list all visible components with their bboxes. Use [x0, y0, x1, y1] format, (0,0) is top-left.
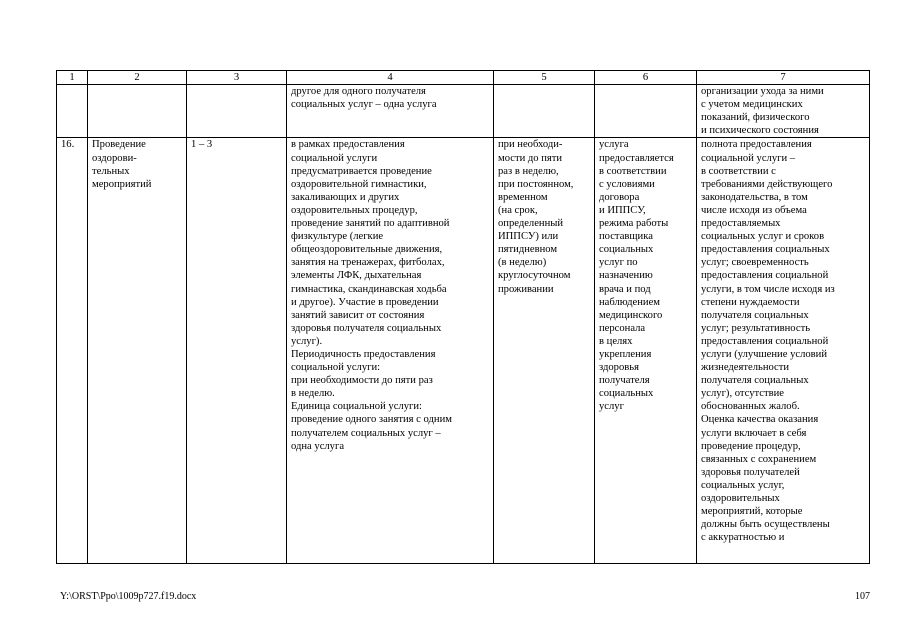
text-line: мероприятий — [92, 178, 152, 190]
text-line: проведение занятий по адаптивной — [291, 218, 450, 230]
text-line: социальной услуги — [291, 152, 378, 164]
services-table — [56, 70, 870, 564]
text-line: временном — [498, 191, 548, 203]
text-line: услуги включает в себя — [701, 427, 807, 439]
text-line: предоставления социальной — [701, 335, 829, 347]
text-line: договора — [599, 191, 640, 203]
text-line: обоснованных жалоб. — [701, 401, 800, 413]
text-line: связанных с сохранением — [701, 453, 817, 465]
text-line: должны быть осуществлены — [701, 519, 830, 531]
text-line: с условиями — [599, 178, 655, 190]
text-line: социальных — [599, 244, 654, 256]
text-line: оздоровительной гимнастики, — [291, 178, 427, 190]
header-cell: 3 — [187, 71, 287, 85]
text-line: требованиями действующего — [701, 178, 833, 190]
text-line: социальной услуги – — [701, 152, 796, 164]
text-line: здоровья получателей — [701, 466, 800, 478]
text-line: социальной услуги: — [291, 362, 381, 374]
text-line: медицинского — [599, 309, 663, 321]
text-line: показаний, физического — [701, 112, 810, 124]
table-row — [57, 138, 870, 564]
cell-empty — [595, 85, 697, 138]
continuation-row — [57, 85, 870, 138]
text-line: предоставления социальных — [701, 244, 830, 256]
text-line: Единица социальной услуги: — [291, 401, 422, 413]
text-line: при необходи- — [498, 139, 563, 151]
text-line: с аккуратностью и — [701, 532, 785, 544]
service-code: 1 – 3 — [187, 138, 287, 564]
text-line: при необходимости до пяти раз — [291, 375, 433, 387]
header-cell: 4 — [287, 71, 494, 85]
text-line: социальных услуг – одна услуга — [291, 99, 437, 111]
text-line: закаливающих и других — [291, 191, 400, 203]
text-line: предоставляется — [599, 152, 674, 164]
text-line: проведение процедур, — [701, 440, 801, 452]
file-path: Y:\ORST\Ppo\1009p727.f19.docx — [60, 591, 197, 602]
service-conditions — [595, 138, 697, 564]
text-line: проживании — [498, 283, 554, 295]
text-line: организации ухода за ними — [701, 86, 824, 98]
text-line: предоставляемых — [701, 218, 781, 230]
cell-empty — [494, 85, 595, 138]
text-line: Оценка качества оказания — [701, 414, 819, 426]
text-line: круглосуточном — [498, 270, 571, 282]
continuation-description — [287, 85, 494, 138]
text-line: в целях — [599, 335, 633, 347]
text-line: числе исходя из объема — [701, 204, 807, 216]
text-line: занятия на тренажерах, фитболах, — [291, 257, 445, 269]
text-line: здоровья — [599, 362, 639, 374]
text-line: укрепления — [599, 348, 652, 360]
text-line: пятидневном — [498, 244, 558, 256]
text-line: (на срок, — [498, 204, 538, 216]
text-line: услуги, в том числе исходя из — [701, 283, 835, 295]
text-line: другое для одного получателя — [291, 86, 426, 98]
row-number: 16. — [57, 138, 88, 564]
header-cell: 5 — [494, 71, 595, 85]
text-line: одна услуга — [291, 440, 345, 452]
text-line: назначению — [599, 270, 653, 282]
text-line: и ИППСУ, — [599, 204, 646, 216]
text-line: в рамках предоставления — [291, 139, 405, 151]
text-line: услуг — [599, 401, 624, 413]
service-periodicity — [494, 138, 595, 564]
text-line: здоровья получателя социальных — [291, 322, 442, 334]
text-line: персонала — [599, 322, 646, 334]
header-row — [57, 71, 870, 85]
text-line: Проведение — [92, 139, 146, 151]
text-line: услуг), отсутствие — [701, 388, 784, 400]
text-line: проведение одного занятия с одним — [291, 414, 452, 426]
text-line: получателя социальных — [701, 375, 809, 387]
text-line: с учетом медицинских — [701, 99, 803, 111]
service-description — [287, 138, 494, 564]
text-line: ИППСУ) или — [498, 231, 559, 243]
text-line: услуга — [599, 139, 629, 151]
text-line: раз в неделю, — [498, 165, 559, 177]
text-line: мероприятий, которые — [701, 506, 803, 518]
text-line: Периодичность предоставления — [291, 348, 436, 360]
text-line: социальных — [599, 388, 654, 400]
text-line: получателем социальных услуг – — [291, 427, 441, 439]
text-line: оздоровительных процедур, — [291, 204, 418, 216]
service-name — [88, 138, 187, 564]
text-line: занятий зависит от состояния — [291, 309, 425, 321]
text-line: элементы ЛФК, дыхательная — [291, 270, 422, 282]
header-cell: 2 — [88, 71, 187, 85]
text-line: определенный — [498, 218, 564, 230]
cell-empty — [187, 85, 287, 138]
text-line: при постоянном, — [498, 178, 574, 190]
text-line: (в неделю) — [498, 257, 547, 269]
cell-empty — [57, 85, 88, 138]
text-line: оздорови- — [92, 152, 137, 164]
text-line: мости до пяти — [498, 152, 563, 164]
text-line: врача и под — [599, 283, 651, 295]
text-line: режима работы — [599, 218, 669, 230]
text-line: общеоздоровительные движения, — [291, 244, 443, 256]
header-cell: 7 — [697, 71, 870, 85]
text-line: предоставления социальной — [701, 270, 829, 282]
text-line: степени нуждаемости — [701, 296, 800, 308]
text-line: полнота предоставления — [701, 139, 812, 151]
text-line: социальных услуг и сроков — [701, 231, 825, 243]
text-line: жизнедеятельности — [701, 362, 790, 374]
text-line: поставщика — [599, 231, 653, 243]
text-line: услуг; результативность — [701, 322, 811, 334]
header-cell: 1 — [57, 71, 88, 85]
service-quality — [697, 138, 870, 564]
text-line: физкультуре (легкие — [291, 231, 384, 243]
text-line: гимнастика, скандинавская ходьба — [291, 283, 447, 295]
continuation-quality — [697, 85, 870, 138]
cell-empty — [88, 85, 187, 138]
text-line: услуг по — [599, 257, 638, 269]
page-number: 107 — [855, 591, 870, 602]
text-line: наблюдением — [599, 296, 660, 308]
text-line: законодательства, в том — [701, 191, 808, 203]
text-line: тельных — [92, 165, 130, 177]
text-line: и другое). Участие в проведении — [291, 296, 439, 308]
text-line: получателя социальных — [701, 309, 809, 321]
text-line: в соответствии — [599, 165, 667, 177]
text-line: услуги (улучшение условий — [701, 348, 827, 360]
text-line: в неделю. — [291, 388, 335, 400]
text-line: социальных услуг, — [701, 479, 785, 491]
text-line: оздоровительных — [701, 493, 780, 504]
text-line: в соответствии с — [701, 165, 776, 177]
text-line: услуг; своевременность — [701, 257, 809, 269]
text-line: получателя — [599, 375, 650, 387]
header-cell: 6 — [595, 71, 697, 85]
text-line: предусматривается проведение — [291, 165, 432, 177]
text-line: услуг). — [291, 335, 323, 347]
text-line: и психического состояния — [701, 125, 819, 137]
